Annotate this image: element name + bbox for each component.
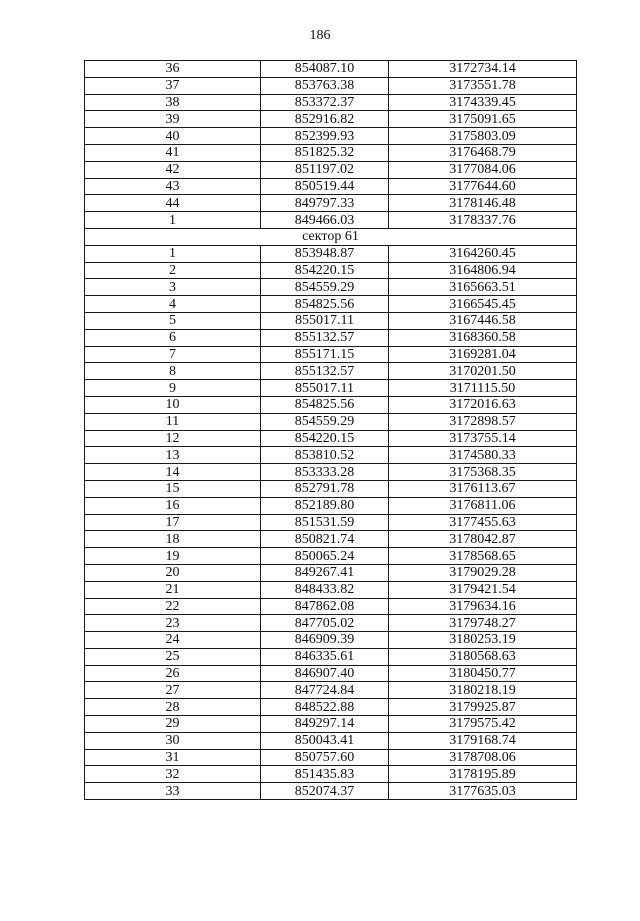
point-number-cell: 4	[85, 296, 261, 313]
y-coordinate-cell: 3164806.94	[389, 262, 577, 279]
point-number-cell: 10	[85, 396, 261, 413]
y-coordinate-cell: 3173551.78	[389, 77, 577, 94]
point-number-cell: 15	[85, 480, 261, 497]
table-row	[85, 648, 577, 665]
y-coordinate-cell: 3174580.33	[389, 447, 577, 464]
point-number-cell: 30	[85, 732, 261, 749]
point-number-cell: 32	[85, 766, 261, 783]
point-number-cell: 12	[85, 430, 261, 447]
x-coordinate-cell: 852791.78	[261, 480, 389, 497]
x-coordinate-cell: 854087.10	[261, 61, 389, 78]
point-number-cell: 25	[85, 648, 261, 665]
table-row	[85, 497, 577, 514]
y-coordinate-cell: 3172016.63	[389, 396, 577, 413]
table-row	[85, 77, 577, 94]
table-row	[85, 296, 577, 313]
x-coordinate-cell: 854825.56	[261, 396, 389, 413]
y-coordinate-cell: 3175091.65	[389, 111, 577, 128]
table-row	[85, 732, 577, 749]
x-coordinate-cell: 849466.03	[261, 212, 389, 229]
page-number: 186	[309, 28, 331, 43]
point-number-cell: 19	[85, 548, 261, 565]
table-row	[85, 363, 577, 380]
point-number-cell: 42	[85, 161, 261, 178]
x-coordinate-cell: 855132.57	[261, 329, 389, 346]
table-row	[85, 430, 577, 447]
x-coordinate-cell: 853948.87	[261, 245, 389, 262]
x-coordinate-cell: 850757.60	[261, 749, 389, 766]
point-number-cell: 13	[85, 447, 261, 464]
y-coordinate-cell: 3177644.60	[389, 178, 577, 195]
y-coordinate-cell: 3175803.09	[389, 128, 577, 145]
point-number-cell: 23	[85, 615, 261, 632]
table-row	[85, 598, 577, 615]
y-coordinate-cell: 3177635.03	[389, 783, 577, 800]
x-coordinate-cell: 851435.83	[261, 766, 389, 783]
table-row	[85, 632, 577, 649]
y-coordinate-cell: 3180568.63	[389, 648, 577, 665]
table-row	[85, 682, 577, 699]
y-coordinate-cell: 3178708.06	[389, 749, 577, 766]
x-coordinate-cell: 852916.82	[261, 111, 389, 128]
coordinates-table	[84, 60, 577, 800]
table-row	[85, 61, 577, 78]
x-coordinate-cell: 852074.37	[261, 783, 389, 800]
x-coordinate-cell: 847724.84	[261, 682, 389, 699]
table-row	[85, 245, 577, 262]
point-number-cell: 40	[85, 128, 261, 145]
point-number-cell: 20	[85, 564, 261, 581]
point-number-cell: 9	[85, 380, 261, 397]
y-coordinate-cell: 3178146.48	[389, 195, 577, 212]
point-number-cell: 31	[85, 749, 261, 766]
y-coordinate-cell: 3179421.54	[389, 581, 577, 598]
table-row	[85, 396, 577, 413]
point-number-cell: 39	[85, 111, 261, 128]
point-number-cell: 5	[85, 312, 261, 329]
table-row	[85, 699, 577, 716]
point-number-cell: 3	[85, 279, 261, 296]
x-coordinate-cell: 855132.57	[261, 363, 389, 380]
x-coordinate-cell: 853333.28	[261, 464, 389, 481]
table-row	[85, 749, 577, 766]
y-coordinate-cell: 3180218.19	[389, 682, 577, 699]
x-coordinate-cell: 855171.15	[261, 346, 389, 363]
table-row	[85, 195, 577, 212]
y-coordinate-cell: 3179748.27	[389, 615, 577, 632]
y-coordinate-cell: 3175368.35	[389, 464, 577, 481]
point-number-cell: 1	[85, 212, 261, 229]
x-coordinate-cell: 850821.74	[261, 531, 389, 548]
x-coordinate-cell: 854825.56	[261, 296, 389, 313]
x-coordinate-cell: 848522.88	[261, 699, 389, 716]
table-row	[85, 178, 577, 195]
point-number-cell: 38	[85, 94, 261, 111]
x-coordinate-cell: 847705.02	[261, 615, 389, 632]
x-coordinate-cell: 853810.52	[261, 447, 389, 464]
x-coordinate-cell: 849267.41	[261, 564, 389, 581]
y-coordinate-cell: 3178042.87	[389, 531, 577, 548]
table-row	[85, 581, 577, 598]
y-coordinate-cell: 3172734.14	[389, 61, 577, 78]
point-number-cell: 22	[85, 598, 261, 615]
point-number-cell: 18	[85, 531, 261, 548]
table-row	[85, 329, 577, 346]
point-number-cell: 6	[85, 329, 261, 346]
y-coordinate-cell: 3179634.16	[389, 598, 577, 615]
point-number-cell: 1	[85, 245, 261, 262]
point-number-cell: 36	[85, 61, 261, 78]
y-coordinate-cell: 3167446.58	[389, 312, 577, 329]
table-row	[85, 212, 577, 229]
x-coordinate-cell: 851197.02	[261, 161, 389, 178]
x-coordinate-cell: 849297.14	[261, 716, 389, 733]
y-coordinate-cell: 3164260.45	[389, 245, 577, 262]
point-number-cell: 29	[85, 716, 261, 733]
y-coordinate-cell: 3176811.06	[389, 497, 577, 514]
x-coordinate-cell: 846909.39	[261, 632, 389, 649]
x-coordinate-cell: 854559.29	[261, 279, 389, 296]
x-coordinate-cell: 848433.82	[261, 581, 389, 598]
point-number-cell: 11	[85, 413, 261, 430]
y-coordinate-cell: 3173755.14	[389, 430, 577, 447]
coordinates-table-body	[85, 61, 577, 800]
y-coordinate-cell: 3165663.51	[389, 279, 577, 296]
table-row	[85, 144, 577, 161]
point-number-cell: 2	[85, 262, 261, 279]
y-coordinate-cell: 3177455.63	[389, 514, 577, 531]
point-number-cell: 27	[85, 682, 261, 699]
x-coordinate-cell: 849797.33	[261, 195, 389, 212]
x-coordinate-cell: 852399.93	[261, 128, 389, 145]
x-coordinate-cell: 851531.59	[261, 514, 389, 531]
y-coordinate-cell: 3177084.06	[389, 161, 577, 178]
x-coordinate-cell: 854220.15	[261, 430, 389, 447]
point-number-cell: 8	[85, 363, 261, 380]
section-title: сектор 61	[85, 228, 577, 245]
point-number-cell: 16	[85, 497, 261, 514]
table-row	[85, 94, 577, 111]
x-coordinate-cell: 850043.41	[261, 732, 389, 749]
point-number-cell: 44	[85, 195, 261, 212]
point-number-cell: 43	[85, 178, 261, 195]
x-coordinate-cell: 850065.24	[261, 548, 389, 565]
table-row	[85, 111, 577, 128]
y-coordinate-cell: 3180253.19	[389, 632, 577, 649]
table-row	[85, 413, 577, 430]
table-row	[85, 615, 577, 632]
table-row	[85, 447, 577, 464]
y-coordinate-cell: 3170201.50	[389, 363, 577, 380]
y-coordinate-cell: 3176113.67	[389, 480, 577, 497]
table-row	[85, 531, 577, 548]
x-coordinate-cell: 851825.32	[261, 144, 389, 161]
table-row	[85, 279, 577, 296]
x-coordinate-cell: 850519.44	[261, 178, 389, 195]
point-number-cell: 24	[85, 632, 261, 649]
x-coordinate-cell: 852189.80	[261, 497, 389, 514]
y-coordinate-cell: 3171115.50	[389, 380, 577, 397]
table-row	[85, 548, 577, 565]
y-coordinate-cell: 3179575.42	[389, 716, 577, 733]
y-coordinate-cell: 3176468.79	[389, 144, 577, 161]
y-coordinate-cell: 3180450.77	[389, 665, 577, 682]
y-coordinate-cell: 3178568.65	[389, 548, 577, 565]
point-number-cell: 14	[85, 464, 261, 481]
table-row	[85, 480, 577, 497]
table-row	[85, 766, 577, 783]
point-number-cell: 41	[85, 144, 261, 161]
section-header-row	[85, 228, 577, 245]
table-row	[85, 346, 577, 363]
x-coordinate-cell: 855017.11	[261, 380, 389, 397]
x-coordinate-cell: 853763.38	[261, 77, 389, 94]
point-number-cell: 37	[85, 77, 261, 94]
point-number-cell: 17	[85, 514, 261, 531]
x-coordinate-cell: 855017.11	[261, 312, 389, 329]
point-number-cell: 7	[85, 346, 261, 363]
point-number-cell: 21	[85, 581, 261, 598]
x-coordinate-cell: 854559.29	[261, 413, 389, 430]
y-coordinate-cell: 3169281.04	[389, 346, 577, 363]
table-row	[85, 262, 577, 279]
table-row	[85, 128, 577, 145]
table-row	[85, 783, 577, 800]
point-number-cell: 28	[85, 699, 261, 716]
point-number-cell: 26	[85, 665, 261, 682]
x-coordinate-cell: 853372.37	[261, 94, 389, 111]
table-row	[85, 514, 577, 531]
table-row	[85, 380, 577, 397]
table-row	[85, 161, 577, 178]
y-coordinate-cell: 3179029.28	[389, 564, 577, 581]
y-coordinate-cell: 3179168.74	[389, 732, 577, 749]
y-coordinate-cell: 3166545.45	[389, 296, 577, 313]
table-row	[85, 665, 577, 682]
y-coordinate-cell: 3178195.89	[389, 766, 577, 783]
y-coordinate-cell: 3168360.58	[389, 329, 577, 346]
x-coordinate-cell: 847862.08	[261, 598, 389, 615]
x-coordinate-cell: 854220.15	[261, 262, 389, 279]
table-row	[85, 564, 577, 581]
y-coordinate-cell: 3172898.57	[389, 413, 577, 430]
table-row	[85, 464, 577, 481]
point-number-cell: 33	[85, 783, 261, 800]
y-coordinate-cell: 3174339.45	[389, 94, 577, 111]
x-coordinate-cell: 846907.40	[261, 665, 389, 682]
table-row	[85, 716, 577, 733]
table-row	[85, 312, 577, 329]
x-coordinate-cell: 846335.61	[261, 648, 389, 665]
y-coordinate-cell: 3178337.76	[389, 212, 577, 229]
y-coordinate-cell: 3179925.87	[389, 699, 577, 716]
